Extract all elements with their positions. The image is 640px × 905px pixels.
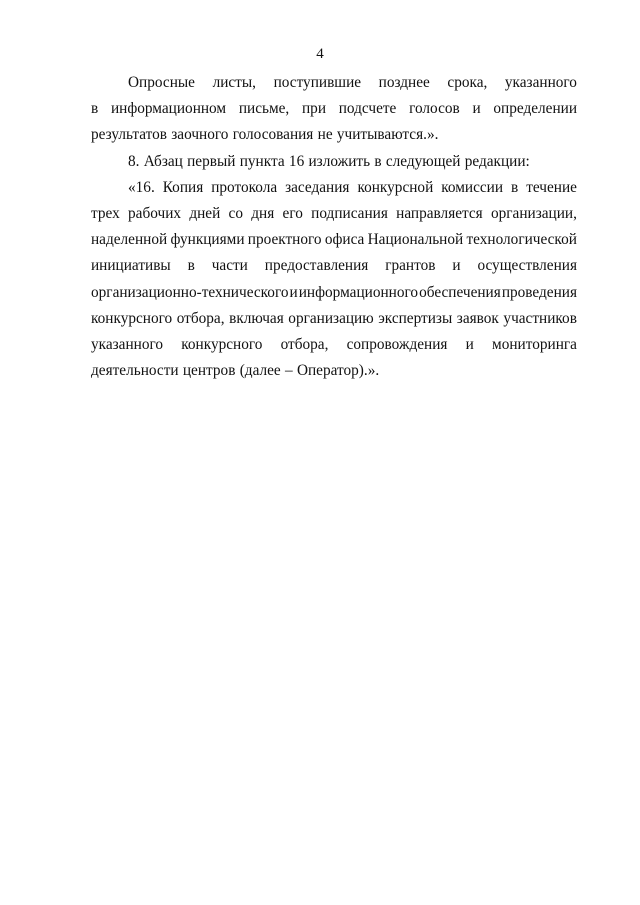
text-word: Абзац <box>143 152 183 170</box>
text-line <box>91 332 577 358</box>
text-word: центров <box>182 362 236 380</box>
text-word: и <box>289 283 298 301</box>
text-word: в <box>511 178 519 196</box>
text-word: офиса <box>324 231 365 249</box>
text-word: его <box>282 204 303 222</box>
text-word: заочного <box>171 126 229 144</box>
text-word: изложить <box>308 152 371 170</box>
text-word: рабочих <box>128 204 182 222</box>
text-word: Национальной <box>367 231 464 249</box>
text-word: голосов <box>409 100 460 118</box>
text-word: голосования <box>232 126 314 144</box>
text-word: в <box>91 100 99 118</box>
text-word: указанного <box>91 335 164 353</box>
text-word: срока, <box>447 74 488 91</box>
text-word: редакции: <box>464 152 530 170</box>
text-line <box>91 70 577 96</box>
text-word: сопровождения <box>346 335 448 353</box>
text-word: 8. <box>128 152 140 170</box>
text-word: проектного <box>247 231 322 249</box>
text-line <box>91 280 577 306</box>
text-word: трех <box>91 204 120 222</box>
text-word: организационно-технического <box>91 283 289 301</box>
document-body <box>91 70 577 384</box>
text-word: экспертизы <box>378 309 453 327</box>
text-line <box>91 358 577 384</box>
text-line <box>91 253 577 279</box>
text-word: определении <box>493 100 577 118</box>
text-word: деятельности <box>91 362 179 380</box>
text-word: учитываются.». <box>336 126 439 144</box>
page-number: 4 <box>316 46 324 62</box>
text-word: и <box>452 257 461 275</box>
text-word: течение <box>526 178 577 196</box>
text-line <box>91 96 577 122</box>
text-word: «16. <box>128 178 155 196</box>
text-word: со <box>228 204 243 222</box>
text-word: первый <box>187 152 236 170</box>
text-word: и <box>472 100 481 118</box>
text-word: участников <box>503 309 577 327</box>
text-word: конкурсного <box>181 335 263 353</box>
text-word: информационном <box>110 100 227 118</box>
text-word: протокола <box>211 178 278 196</box>
text-word: отбора, <box>176 309 225 327</box>
text-word: заявок <box>456 309 499 327</box>
text-word: результатов <box>91 126 167 144</box>
text-word: технологической <box>466 231 577 249</box>
text-word: поступившие <box>273 74 362 91</box>
text-word: позднее <box>378 74 430 91</box>
text-word: конкурсного <box>91 309 173 327</box>
text-word: предоставления <box>264 257 369 275</box>
text-word: указанного <box>504 74 577 91</box>
text-word: подписания <box>311 204 388 222</box>
text-line <box>91 201 577 227</box>
text-word: отбора, <box>280 335 329 353</box>
text-word: следующей <box>385 152 461 170</box>
text-word: информационного <box>298 283 419 301</box>
text-word: Опросные <box>128 74 195 91</box>
text-word: грантов <box>385 257 436 275</box>
text-line <box>91 149 577 175</box>
text-word: осуществления <box>477 257 577 275</box>
text-word: Копия <box>162 178 204 196</box>
text-word: подсчете <box>338 100 397 118</box>
text-word: наделенной <box>91 231 168 249</box>
text-line <box>91 227 577 253</box>
text-word: комиссии <box>441 178 504 196</box>
text-word: обеспечения <box>419 283 501 301</box>
text-word: инициативы <box>91 257 171 275</box>
text-word: функциями <box>170 231 245 249</box>
text-word: организацию <box>288 309 374 327</box>
text-word: Оператор).». <box>296 362 380 380</box>
text-word: – <box>285 362 293 380</box>
text-line <box>91 122 577 148</box>
text-word: 16 <box>288 152 305 170</box>
text-word: организации, <box>490 204 577 222</box>
text-word: дней <box>189 204 221 222</box>
text-word: включая <box>229 309 284 327</box>
text-word: при <box>301 100 327 118</box>
text-line <box>91 306 577 332</box>
text-word: заседания <box>285 178 350 196</box>
text-line <box>91 175 577 201</box>
text-word: письме, <box>238 100 290 118</box>
text-word: конкурсной <box>357 178 434 196</box>
text-word: части <box>211 257 248 275</box>
text-word: направляется <box>396 204 483 222</box>
text-word: листы, <box>212 74 256 91</box>
text-word: в <box>187 257 195 275</box>
text-word: (далее <box>239 362 281 380</box>
text-word: мониторинга <box>492 335 577 353</box>
text-word: проведения <box>501 283 577 301</box>
text-word: дня <box>251 204 275 222</box>
text-word: и <box>465 335 474 353</box>
text-word: пункта <box>239 152 285 170</box>
text-word: в <box>374 152 382 170</box>
text-word: не <box>317 126 333 144</box>
